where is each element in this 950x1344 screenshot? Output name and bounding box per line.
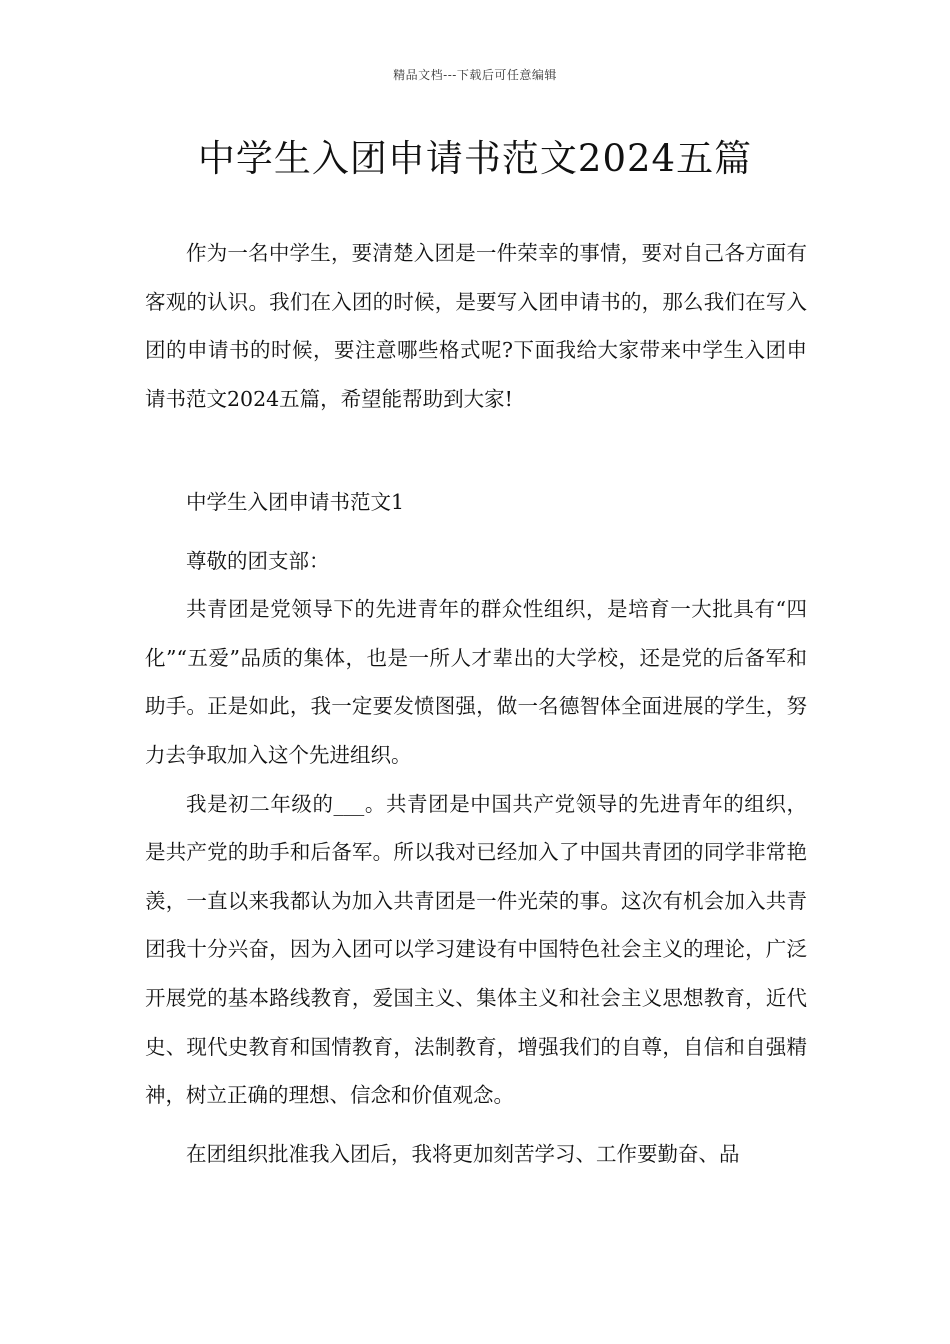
section-1-block: [145, 478, 807, 1178]
body-paragraph: 在团组织批准我入团后，我将更加刻苦学习、工作要勤奋、品: [186, 1141, 740, 1166]
intro-block: [145, 229, 807, 423]
salutation: 尊敬的团支部：: [186, 548, 330, 573]
body-paragraph: 我是初二年级的___。共青团是中国共产党领导的先进青年的组织，是共产党的助手和后备军。所以我对已经加入了中国共青团的同学非常艳羡，一直以来我都认为加入共青团是一件光荣的事。这次有机会加入共青团我十分兴奋，因为入团可以学习建设有中国特色社会主义的理论，广泛开展党的基本路线教育，爱国主义、集体主义和社会主义思想教育，近代史、现代史教育和国情教育，法制教育，增强我们的自尊，自信和自强精神，树立正确的理想、信念和价值观念。: [145, 791, 807, 1108]
section-heading: 中学生入团申请书范文1: [186, 490, 405, 514]
page-header-note: 精品文档---下载后可任意编辑: [393, 68, 557, 82]
intro-paragraph: 作为一名中学生，要清楚入团是一件荣幸的事情，要对自己各方面有客观的认识。我们在入团的时候，是要写入团申请书的，那么我们在写入团的申请书的时候，要注意哪些格式呢?下面我给大家带来中学生入团申请书范文2024五篇，希望能帮助到大家!: [145, 241, 807, 411]
document-title: 中学生入团申请书范文2024五篇: [197, 137, 753, 180]
body-paragraph: 共青团是党领导下的先进青年的群众性组织，是培育一大批具有“四化”“五爱”品质的集体，也是一所人才辈出的大学校，还是党的后备军和助手。正是如此，我一定要发愤图强，做一名德智体全面进展的学生，努力去争取加入这个先进组织。: [145, 597, 807, 767]
